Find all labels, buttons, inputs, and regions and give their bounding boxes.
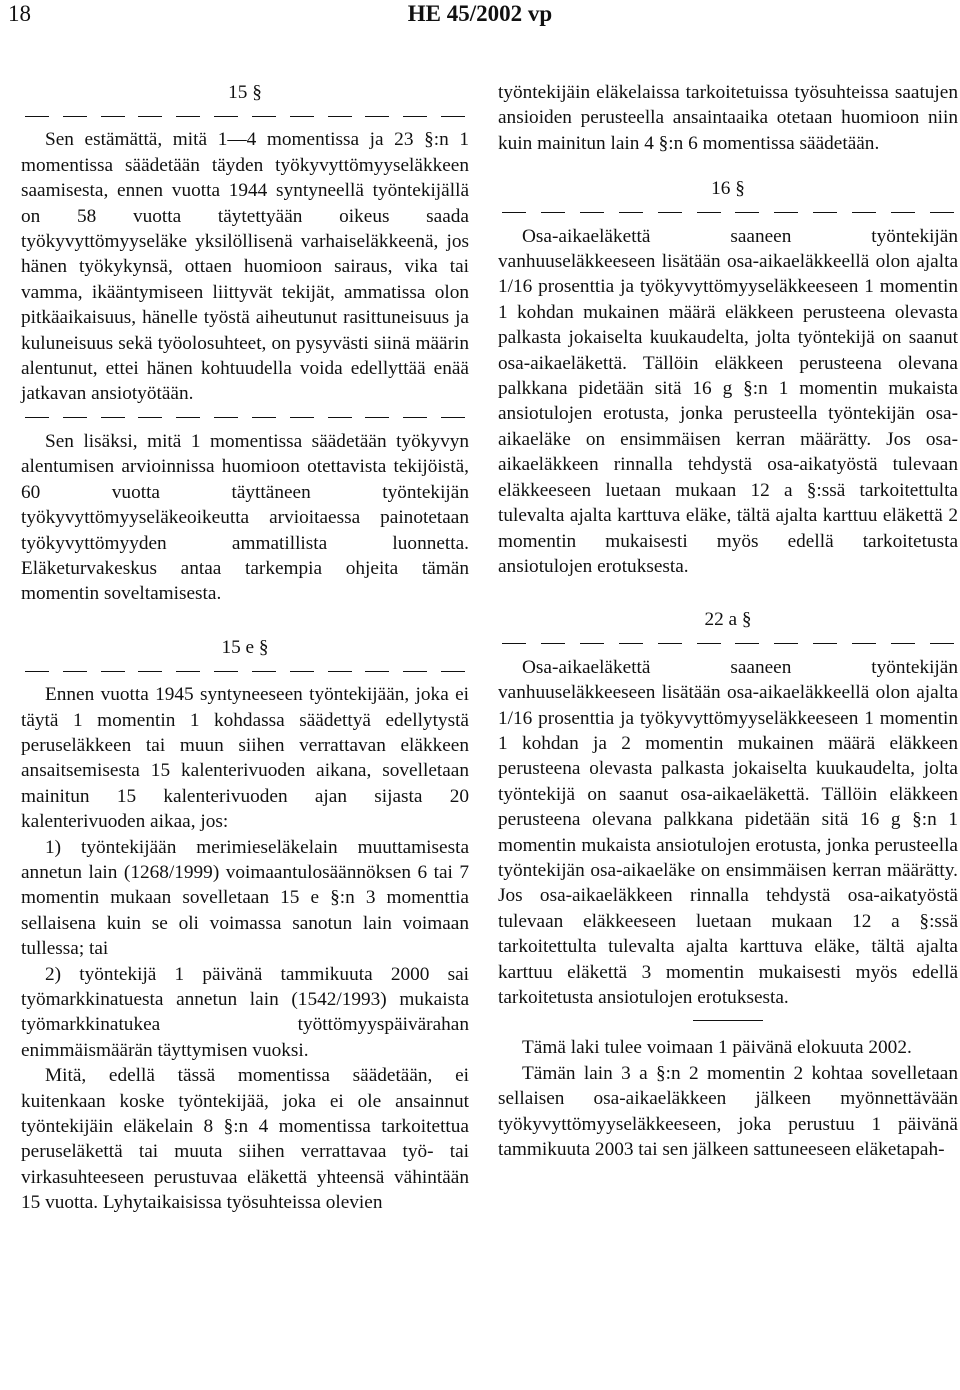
section-15-paragraph-1: Sen estämättä, mitä 1—4 momentissa ja 23 §:n 1 momentissa säädetään täyden työkyvyttömyyseläkkeen saamisesta, ennen vuotta 1944 syntyneellä työntekijällä on 58 vuotta täytettyään oikeus saada työkyvyttömyyseläke yksilöllisenä varhaiseläkkeenä, jos hänen työkykynsä, ottaen huomioon sairaus, vika tai vamma, ikääntymiseen liittyvät tekijät, ammatissa olon pitkäaikaisuus, hänelle työstä aiheutunut rasittuneisuus ja kuluneisuus sekä työolosuhteet, on pysyvästi siinä määrin alentunut, ettei hänen kohtuudella voida edellyttää enää jatkavan ansiotyötään. xyxy=(21,129,469,405)
omission-dashes xyxy=(502,639,954,649)
entry-into-force-paragraph-2: Tämän lain 3 a §:n 2 momentin 2 kohtaa sovelletaan sellaisen osa-aikaeläkkeen jälkeen myönnettävään työkyvyttömyyseläkkeeseen, joka perustuu 1 päivänä tammikuuta 2003 tai sen jälkeen sattuneeseen eläketapah- xyxy=(498,1062,958,1161)
section-16-title: 16 § xyxy=(711,178,745,200)
omission-dashes xyxy=(25,413,465,423)
section-15-paragraph-2: Sen lisäksi, mitä 1 momentissa säädetään työkyvyn alentumisen arvioinnissa huomioon otettavista tekijöistä, 60 vuotta täyttäneen työntekijän työkyvyttömyyseläkeoikeutta arvioitaessa painotetaan työkyvyttömyyden ammatillista luonnetta. Eläketurvakeskus antaa tarkempia ohjeita tämän momentin soveltamisesta. xyxy=(21,430,469,605)
section-22a-title: 22 a § xyxy=(704,609,752,631)
section-16-paragraph-1: Osa-aikaeläkettä saaneen työntekijän vanhuuseläkkeeseen lisätään osa-aikaeläkkeellä olon ajalta 1/16 prosenttia ja työkyvyttömyyseläkkeeseen 1 momentin 1 kohdan mukainen määrä eläkkeen perusteena olevasta palkasta jokaiselta kuukaudelta, jolta työntekijä on saanut osa-aikaeläkettä. Tällöin eläkkeen perusteena olevana palkkana pidetään sitä 16 g §:n 1 momentin mukaista ansiotulojen erotusta, jonka perusteella työntekijän osa-aikaeläke on ensimmäisen kerran määrätty. Jos osa-aikaeläkkeen rinnalla tehdystä osa-aikatyöstä tulevaan eläkkeeseen luetaan mukaan 12 a §:ssä tarkoitettulta tulevalta ajalta karttuva eläke, tältä ajalta karttuu eläkettä 2 momentin mukaisesti myös edellä tarkoitetusta ansiotulojen erotuksesta. xyxy=(498,225,958,577)
omission-dashes xyxy=(25,111,465,121)
separator-rule xyxy=(693,1020,763,1021)
omission-dashes xyxy=(502,208,954,218)
section-15-title: 15 § xyxy=(228,82,262,103)
left-column xyxy=(21,80,469,1216)
document-id: HE 45/2002 vp xyxy=(407,1,553,26)
page-header xyxy=(0,0,960,36)
section-15e-item-2: 2) työntekijä 1 päivänä tammikuuta 2000 sai työmarkkinatuesta annetun lain (1542/1993) mukaista työmarkkinatukea työttömyyspäivärahan enimmäismäärän täyttymisen vuoksi. xyxy=(21,963,469,1061)
right-column xyxy=(498,80,958,1162)
section-15e-paragraph-2: Mitä, edellä tässä momentissa säädetään, ei kuitenkaan koske työntekijää, joka ei ole ansainnut työntekijäin eläkelain 8 §:n 4 momentissa tarkoitettua peruseläkettä tai muuta siihen verrattavaa työ- tai virkasuhteeseen perustuvaa eläkettä yhteensä vähintään 15 vuotta. Lyhytaikaisissa työsuhteissa olevien xyxy=(21,1065,469,1214)
section-15e-paragraph-1: Ennen vuotta 1945 syntyneeseen työntekijään, joka ei täytä 1 momentin 1 kohdassa säädettyä edellytystä peruseläkkeen tai muun siihen verrattavan eläkkeen ansaitsemisesta 15 kalenterivuoden aikana, sovelletaan mainitun 15 kalenterivuoden ajan sijasta 20 kalenterivuoden aikaa, jos: xyxy=(21,684,469,833)
section-15e-title: 15 e § xyxy=(221,636,269,658)
entry-into-force-paragraph-1: Tämä laki tulee voimaan 1 päivänä elokuuta 2002. xyxy=(522,1037,912,1059)
section-22a-paragraph-1: Osa-aikaeläkettä saaneen työntekijän vanhuuseläkkeeseen lisätään osa-aikaeläkkeellä olon ajalta 1/16 prosenttia ja työkyvyttömyyseläkkeeseen 1 momentin 1 kohdan ja 2 momentin mukainen määrä eläkkeen perusteena olevasta palkasta jokaiselta kuukaudelta, jolta työntekijä on saanut osa-aikaeläkettä. Tällöin eläkkeen perusteena olevana palkkana pidetään sitä 16 g §:n 1 momentin mukaista ansiotulojen erotusta, jonka perusteella työntekijän osa-aikaeläke on ensimmäisen kerran määrätty. Jos osa-aikaeläkkeen rinnalla tehdystä osa-aikatyöstä tulevaan eläkkeeseen luetaan mukaan 12 a §:ssä tarkoitettulta tulevalta ajalta karttuva eläke, tältä ajalta karttuu eläkettä 3 momentin mukaisesti myös edellä tarkoitetusta ansiotulojen erotuksesta. xyxy=(498,656,958,1008)
page-number: 18 xyxy=(8,1,31,26)
continued-paragraph: työntekijäin eläkelaissa tarkoitetuissa työsuhteissa saatujen ansioiden perusteella ansaintaaika otetaan huomioon niin kuin mainitun lain 4 §:n 6 momentissa säädetään. xyxy=(498,82,958,154)
section-15e-item-1: 1) työntekijään merimieseläkelain muuttamisesta annetun lain (1268/1999) voimaantulosäännöksen 6 tai 7 momentin mukaan sovelletaan 15 e §:n 3 momenttia sellaisena kuin se oli voimassa sanotun lain voimaan tullessa; tai xyxy=(21,836,469,960)
omission-dashes xyxy=(25,666,465,676)
